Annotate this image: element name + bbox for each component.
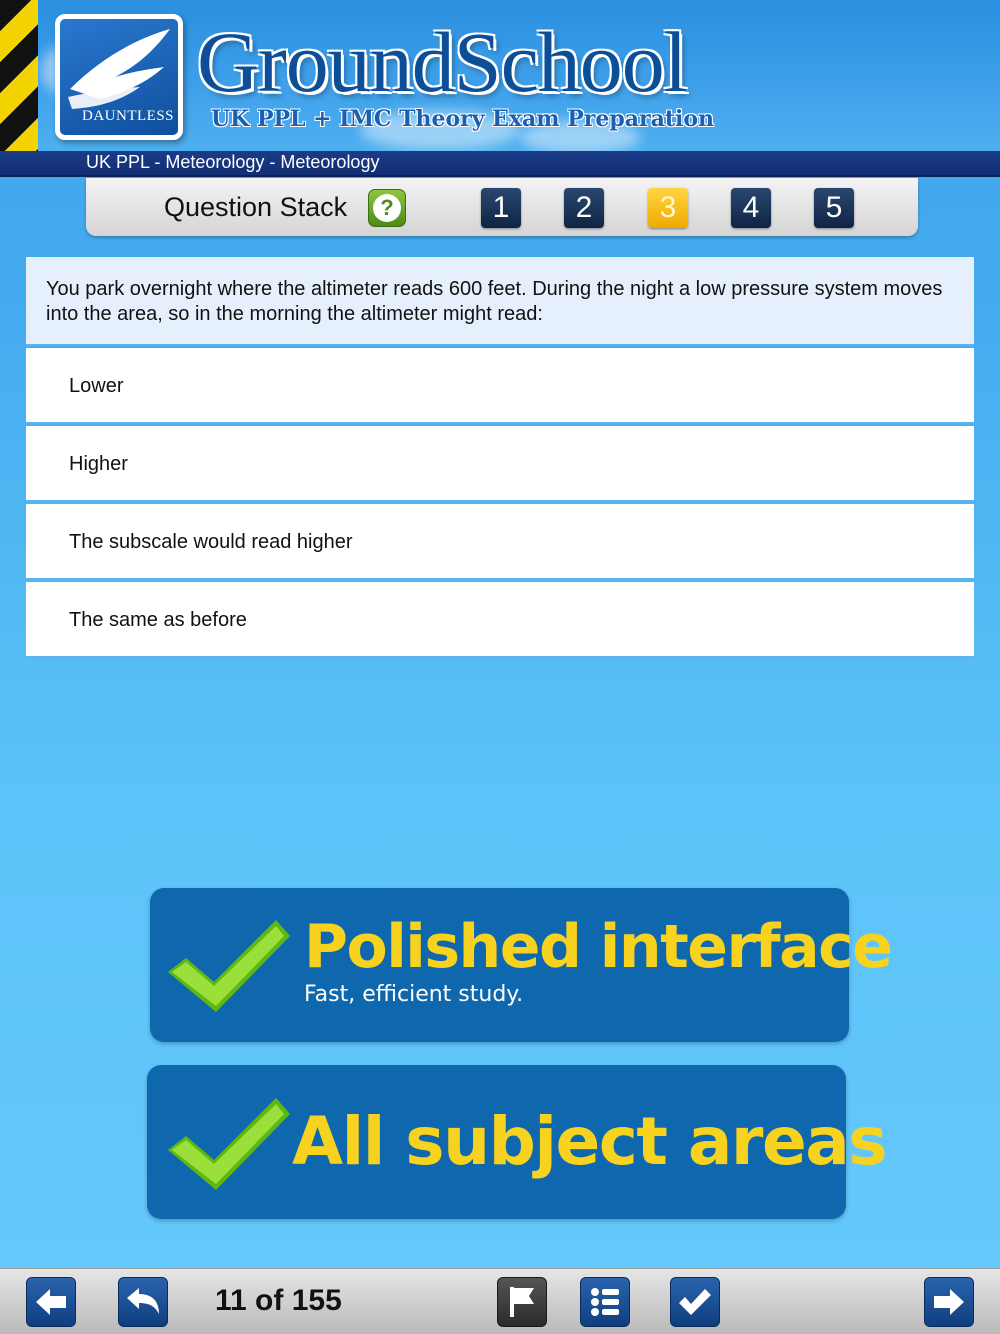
promo-banner-subjects (147, 1065, 887, 1219)
flag-icon (507, 1285, 537, 1319)
help-icon: ? (373, 194, 401, 222)
app-header (0, 0, 1000, 152)
bottom-toolbar (0, 1268, 1000, 1334)
check-answer-button[interactable] (670, 1277, 720, 1327)
banner-subtext: Fast, efficient study. (304, 982, 524, 1007)
banner-headline: All subject areas (292, 1103, 887, 1180)
stack-button-1[interactable]: 1 (481, 188, 521, 228)
undo-button[interactable] (118, 1277, 168, 1327)
hazard-stripes (0, 0, 38, 152)
breadcrumb: UK PPL - Meteorology - Meteorology (86, 152, 380, 172)
app-title: GroundSchool (197, 14, 687, 110)
checkmark-icon (164, 914, 294, 1014)
stack-button-3[interactable]: 3 (648, 188, 688, 228)
check-icon (677, 1287, 713, 1317)
answer-option-2[interactable]: Higher (26, 426, 974, 502)
stack-button-5[interactable]: 5 (814, 188, 854, 228)
logo-text: DAUNTLESS (82, 108, 175, 124)
question-stack-bar (86, 178, 918, 236)
answer-option-4[interactable]: The same as before (26, 582, 974, 658)
app-subtitle: UK PPL + IMC Theory Exam Preparation (211, 106, 715, 132)
question-stack-label: Question Stack (164, 192, 348, 222)
undo-icon (125, 1286, 161, 1318)
stack-button-4[interactable]: 4 (731, 188, 771, 228)
help-button[interactable] (368, 189, 406, 227)
breadcrumb-bar (0, 151, 1000, 177)
banner-headline: Polished interface (304, 912, 892, 982)
stack-button-2[interactable]: 2 (564, 188, 604, 228)
list-icon (589, 1286, 621, 1318)
checkmark-icon (164, 1092, 294, 1192)
arrow-left-icon (34, 1287, 68, 1317)
previous-button[interactable] (26, 1277, 76, 1327)
answer-option-3[interactable]: The subscale would read higher (26, 504, 974, 580)
promo-banner-polished (150, 888, 892, 1042)
answer-option-1[interactable]: Lower (26, 348, 974, 424)
question-counter: 11 of 155 (215, 1284, 342, 1317)
question-text: You park overnight where the altimeter reads 600 feet. During the night a low pressure system moves into the area, so in the morning the altimeter might read: (26, 257, 974, 346)
arrow-right-icon (932, 1287, 966, 1317)
list-button[interactable] (580, 1277, 630, 1327)
next-button[interactable] (924, 1277, 974, 1327)
dauntless-logo (55, 14, 183, 140)
flag-button[interactable] (497, 1277, 547, 1327)
